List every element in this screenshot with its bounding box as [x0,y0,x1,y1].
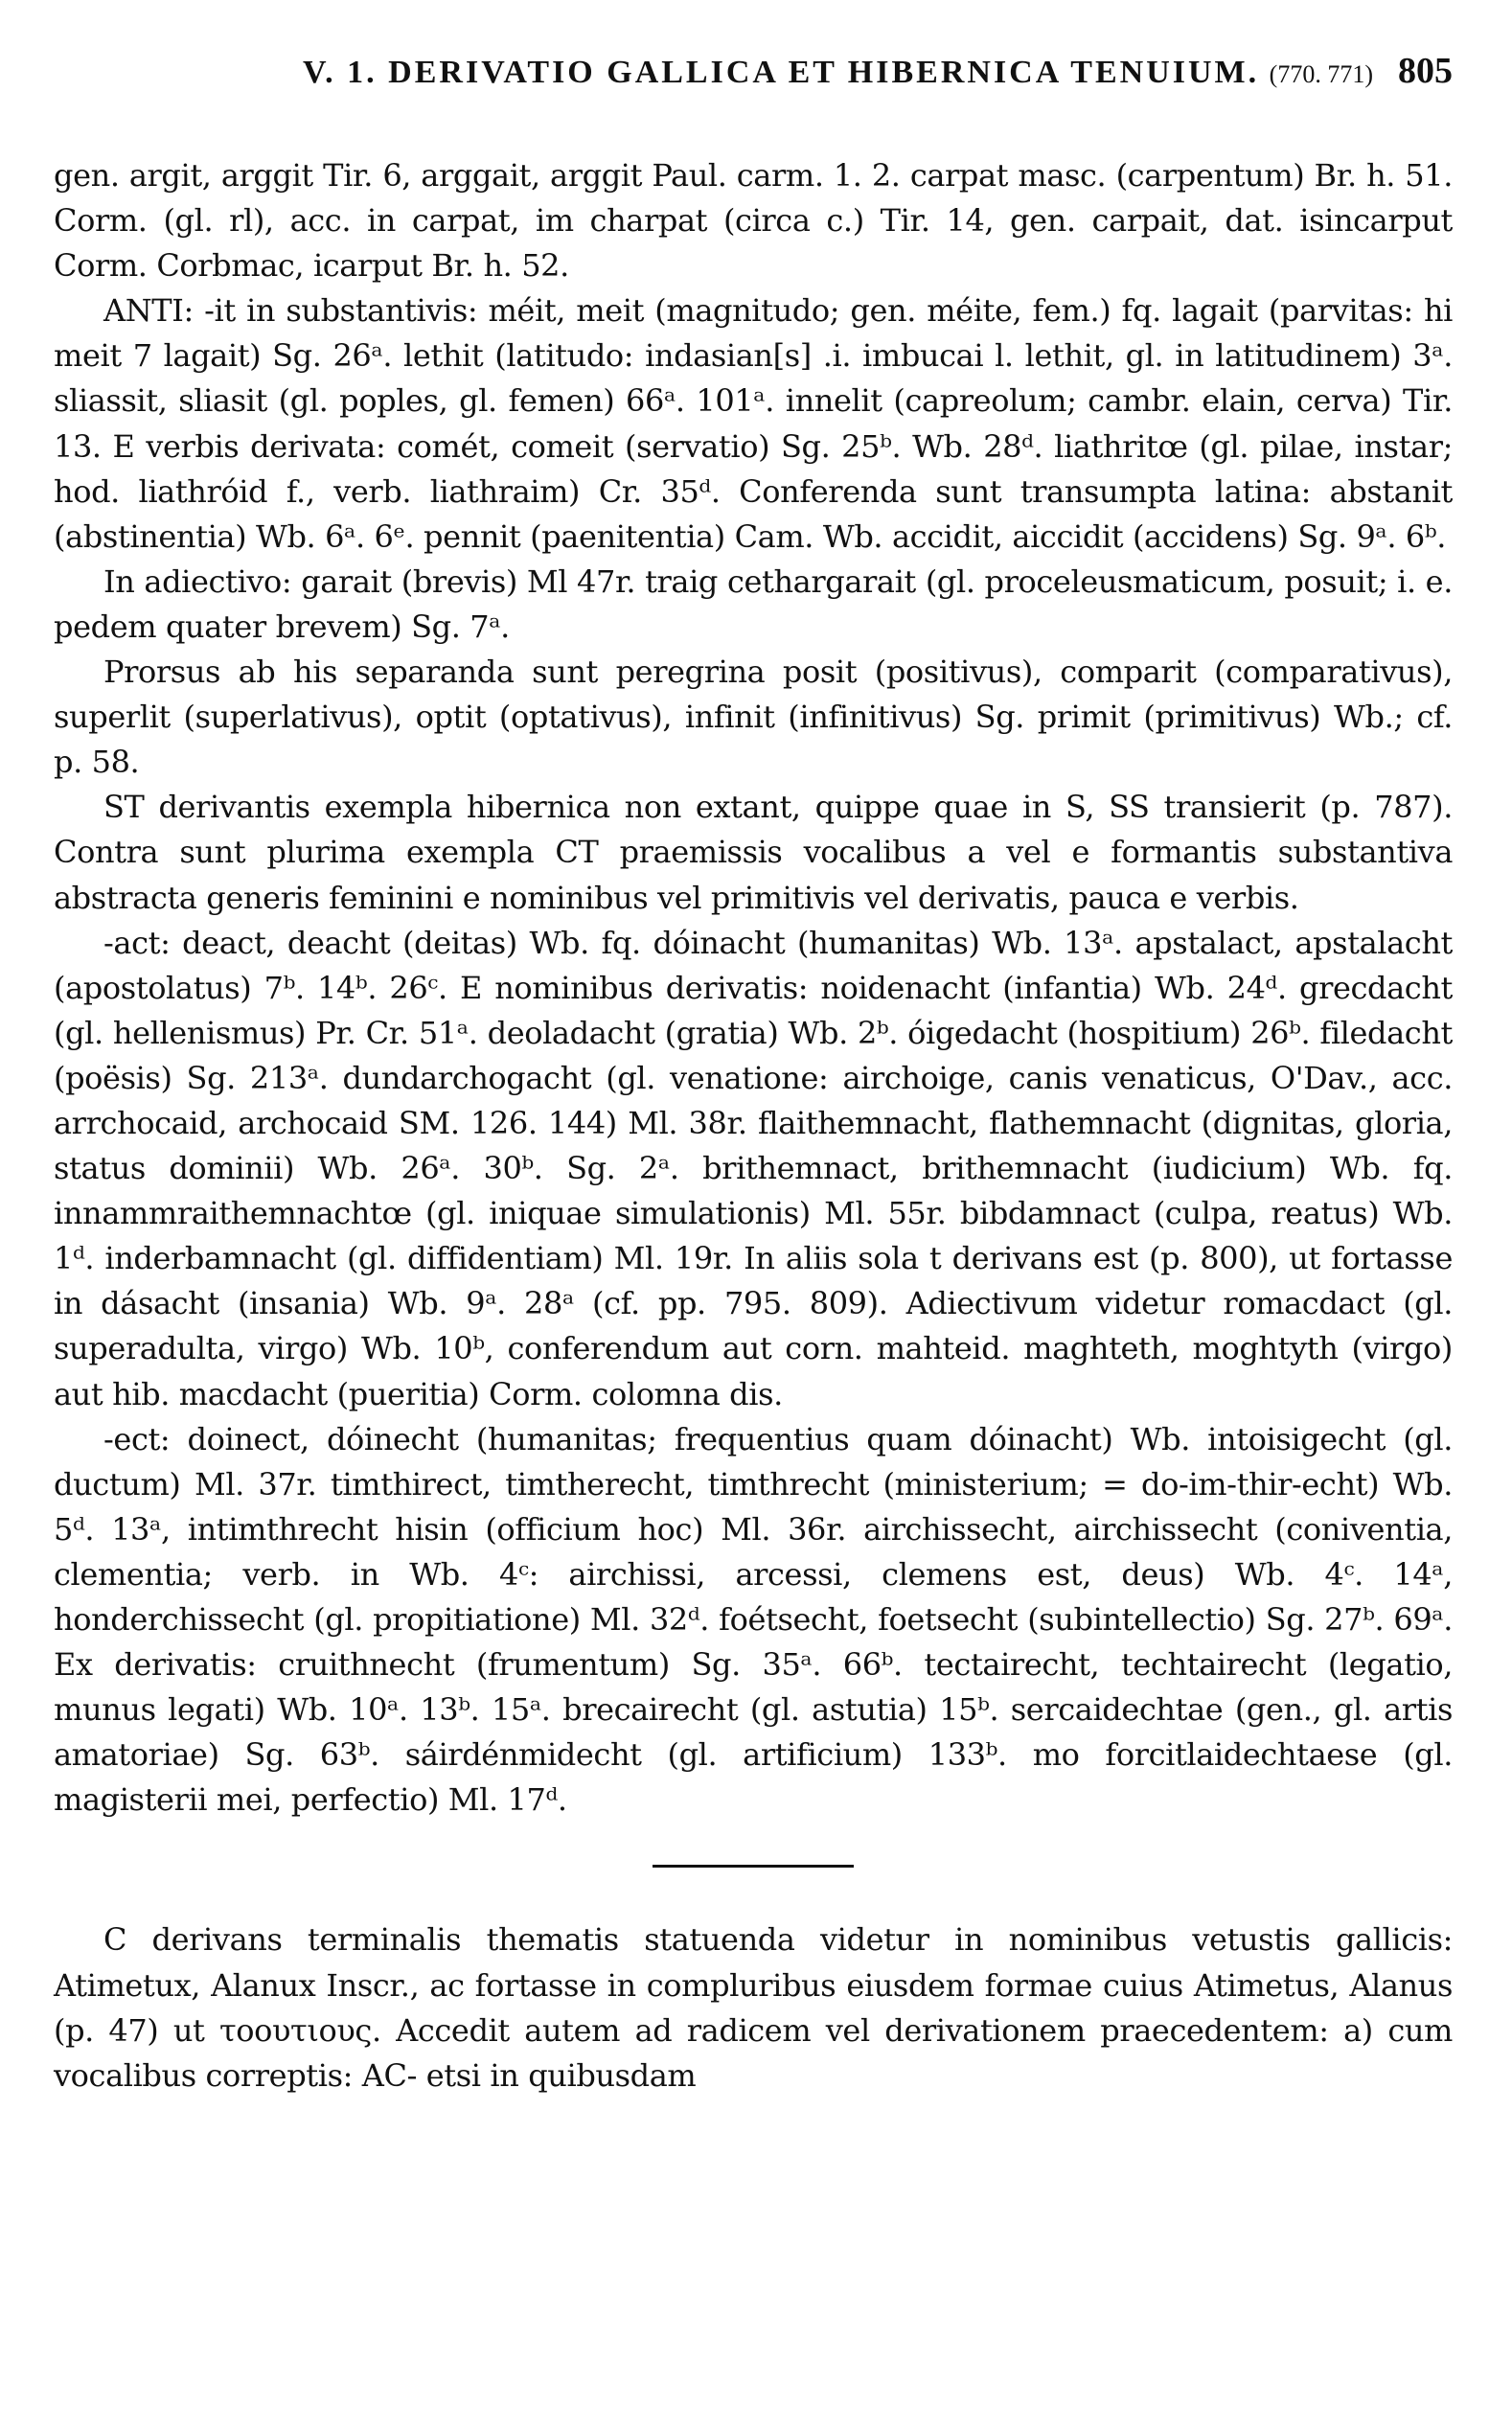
section-divider [653,1865,854,1868]
main-text [54,153,1453,2099]
paragraph-c-derivans: C derivans terminalis thematis statuenda videtur in nominibus vetustis gallicis: Atimetux, Alanux Inscr., ac fortasse in compluribus eiusdem formae cuius Atimetus, Alanus (p. 47) ut τοουτιους. Accedit autem ad radicem vel derivationem praecedentem: a) cum vocalibus correptis: AC- etsi in quibusdam [54,1921,1453,2094]
paragraph-act: -act: deact, deacht (deitas) Wb. fq. dóinacht (humanitas) Wb. 13ᵃ. apstalact, apstalacht (apostolatus) 7ᵇ. 14ᵇ. 26ᶜ. E nominibus derivatis: noidenacht (infantia) Wb. 24ᵈ. grecdacht (gl. hellenismus) Pr. Cr. 51ᵃ. deoladacht (gratia) Wb. 2ᵇ. óigedacht (hospitium) 26ᵇ. filedacht (poësis) Sg. 213ᵃ. dundarchogacht (gl. venatione: airchoige, canis venaticus, O'Dav., acc. arrchocaid, archocaid SM. 126. 144) Ml. 38r. flaithemnacht, flathemnacht (dignitas, gloria, status dominii) Wb. 26ᵃ. 30ᵇ. Sg. 2ᵃ. brithemnact, brithemnacht (iudicium) Wb. fq. innammraithemnachtœ (gl. iniquae simulationis) Ml. 55r. bibdamnact (culpa, reatus) Wb. 1ᵈ. inderbamnacht (gl. diffidentiam) Ml. 19r. In aliis sola t derivans est (p. 800), ut fortasse in dásacht (insania) Wb. 9ᵃ. 28ᵃ (cf. pp. 795. 809). Adiectivum videtur romacdact (gl. superadulta, virgo) Wb. 10ᵇ, conferendum aut corn. mahteid. maghteth, moghtyth (virgo) aut hib. macdacht (pueritia) Corm. colomna dis. [54,924,1453,1412]
paragraph-ect: -ect: doinect, dóinecht (humanitas; frequentius quam dóinacht) Wb. intoisigecht (gl. ductum) Ml. 37r. timthirect, timtherecht, timthrecht (ministerium; = do-im-thir-echt) Wb. 5ᵈ. 13ᵃ, intimthrecht hisin (officium hoc) Ml. 36r. airchissecht, airchissecht (coniventia, clementia; verb. in Wb. 4ᶜ: airchissi, arcessi, clemens est, deus) Wb. 4ᶜ. 14ᵃ, honderchissecht (gl. propitiatione) Ml. 32ᵈ. foétsecht, foetsecht (subintellectio) Sg. 27ᵇ. 69ᵃ. Ex derivatis: cruithnecht (frumentum) Sg. 35ᵃ. 66ᵇ. tectairecht, techtairecht (legatio, munus legati) Wb. 10ᵃ. 13ᵇ. 15ᵃ. brecairecht (gl. astutia) 15ᵇ. sercaidechtae (gen., gl. artis amatoriae) Sg. 63ᵇ. sáirdénmidecht (gl. artificium) 133ᵇ. mo forcitlaidechtaese (gl. magisterii mei, perfectio) Ml. 17ᵈ. [54,1420,1453,1819]
running-title: V. 1. DERIVATIO GALLICA ET HIBERNICA TENUIUM. [303,55,1260,90]
paragraph-continuation: gen. argit, arggit Tir. 6, arggait, arggit Paul. carm. 1. 2. carpat masc. (carpentum) Br. h. 51. Corm. (gl. rl), acc. in carpat, im charpat (circa c.) Tir. 14, gen. carpait, dat. isincarput Corm. Corbmac, icarput Br. h. 52. [54,157,1453,285]
header-right-group [1270,50,1453,92]
paragraph-adiectivo: In adiectivo: garait (brevis) Ml 47r. traig cethargarait (gl. proceleusmaticum, posuit; i. e. pedem quater brevem) Sg. 7ᵃ. [54,562,1453,645]
running-header [54,50,1453,117]
paragraph-st-derivantis: ST derivantis exempla hibernica non extant, quippe quae in S, SS transierit (p. 787). Contra sunt plurima exempla CT praemissis vocalibus a vel e formantis substantiva abstracta generis feminini e nominibus vel primitivis vel derivatis, pauca e verbis. [54,789,1453,916]
paragraph-anti: ANTI: -it in substantivis: méit, meit (magnitudo; gen. méite, fem.) fq. lagait (parvitas: hi meit 7 lagait) Sg. 26ᵃ. lethit (latitudo: indasian[s] .i. imbucai l. lethit, gl. in latitudinem) 3ᵃ. sliassit, sliasit (gl. poples, gl. femen) 66ᵃ. 101ᵃ. innelit (capreolum; cambr. elain, cerva) Tir. 13. E verbis derivata: comét, comeit (servatio) Sg. 25ᵇ. Wb. 28ᵈ. liathritœ (gl. pilae, instar; hod. liathróid f., verb. liathraim) Cr. 35ᵈ. Conferenda sunt transumpta latina: abstanit (abstinentia) Wb. 6ᵃ. 6ᵉ. pennit (paenitentia) Cam. Wb. accidit, aiccidit (accidens) Sg. 9ᵃ. 6ᵇ. [54,292,1453,555]
paragraph-peregrina: Prorsus ab his separanda sunt peregrina posit (positivus), comparit (comparativus), superlit (superlativus), optit (optativus), infinit (infinitivus) Sg. primit (primitivus) Wb.; cf. p. 58. [54,654,1453,781]
section-reference: (770. 771) [1269,60,1373,88]
page-number: 805 [1398,51,1453,91]
